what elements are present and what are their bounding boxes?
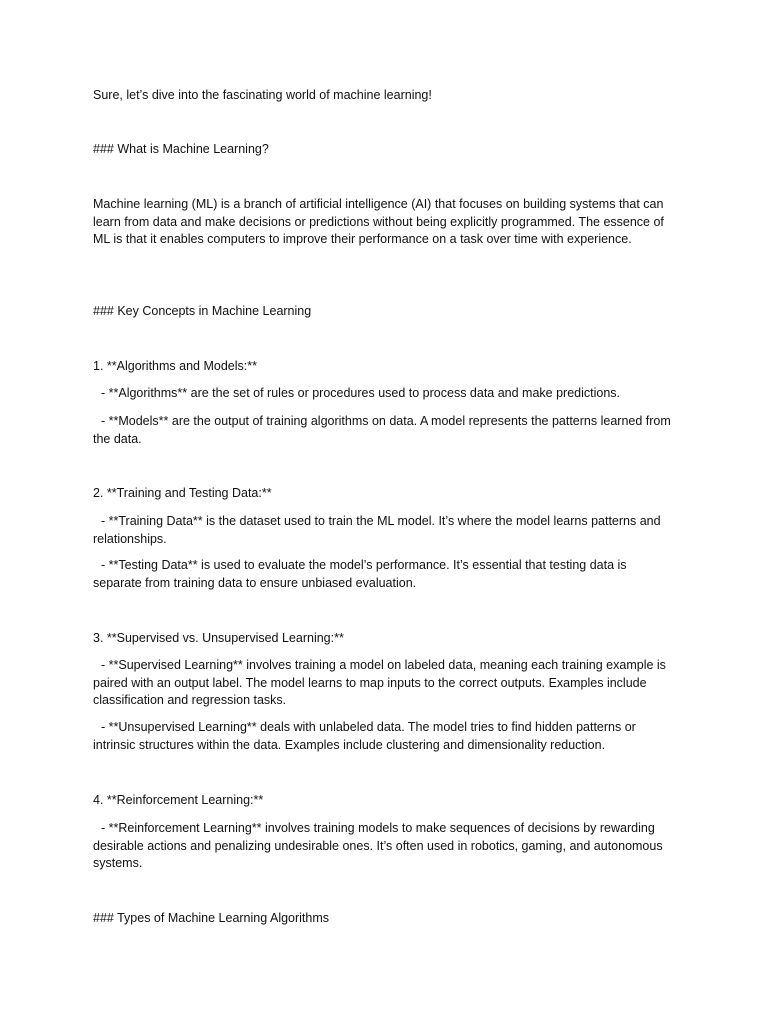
- item4-title: 4. **Reinforcement Learning:**: [93, 793, 264, 807]
- item3-bullet-unsupervised: - **Unsupervised Learning** deals with unlabeled data. The model tries to find hidden patterns or intrinsic structures within the data. Examples include clustering and dimensionality reduction.: [93, 720, 636, 752]
- item2-title: 2. **Training and Testing Data:**: [93, 486, 272, 500]
- item1-title: 1. **Algorithms and Models:**: [93, 359, 257, 373]
- definition-paragraph: Machine learning (ML) is a branch of artificial intelligence (AI) that focuses on building systems that can learn from data and make decisions or predictions without being explicitly programmed. The essence of ML is that it enables computers to improve their performance on a task over time with experience.: [93, 197, 664, 246]
- item1-bullet-models: - **Models** are the output of training algorithms on data. A model represents the patterns learned from the data.: [93, 414, 671, 446]
- heading-types-of-algorithms: ### Types of Machine Learning Algorithms: [93, 911, 330, 925]
- item2-bullet-training-data: - **Training Data** is the dataset used to train the ML model. It’s where the model learns patterns and relationships.: [93, 514, 661, 546]
- item4-bullet-reinforcement: - **Reinforcement Learning** involves training models to make sequences of decisions by rewarding desirable actions and penalizing undesirable ones. It’s often used in robotics, gaming, and autonomous systems.: [93, 821, 663, 870]
- item3-title: 3. **Supervised vs. Unsupervised Learning:**: [93, 631, 344, 645]
- item1-bullet-algorithms: - **Algorithms** are the set of rules or procedures used to process data and make predictions.: [101, 386, 621, 400]
- heading-key-concepts: ### Key Concepts in Machine Learning: [93, 304, 312, 318]
- item2-bullet-testing-data: - **Testing Data** is used to evaluate the model’s performance. It’s essential that testing data is separate from training data to ensure unbiased evaluation.: [93, 558, 627, 590]
- heading-what-is-ml: ### What is Machine Learning?: [93, 142, 269, 156]
- item3-bullet-supervised: - **Supervised Learning** involves training a model on labeled data, meaning each training example is paired with an output label. The model learns to map inputs to the correct outputs. Examples include classification and regression tasks.: [93, 658, 666, 707]
- intro-paragraph: Sure, let’s dive into the fascinating world of machine learning!: [93, 88, 432, 102]
